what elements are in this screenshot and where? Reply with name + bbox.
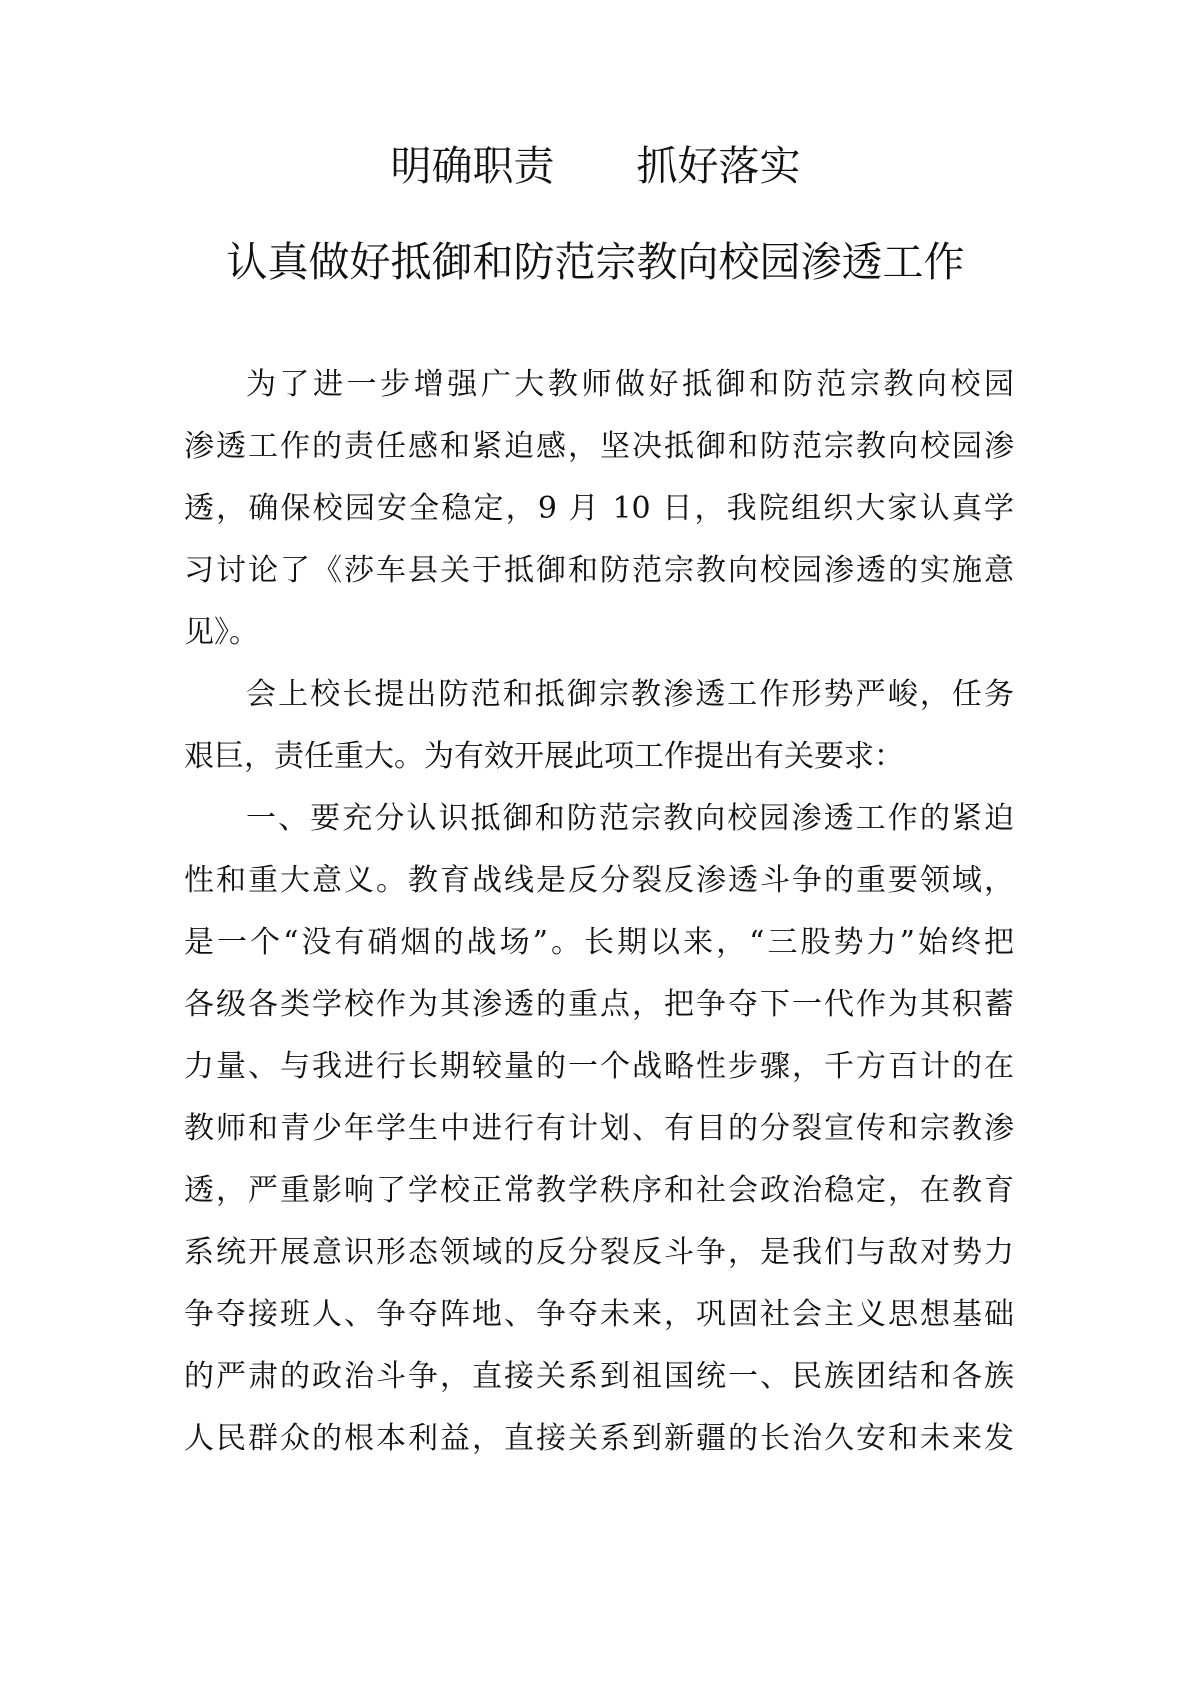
paragraph-line: 会上校长提出防范和抵御宗教渗透工作形势严峻，任务 [246,677,1014,712]
paragraph-line: 一、要充分认识抵御和防范宗教向校园渗透工作的紧迫 [246,801,1014,836]
paragraph-line: 是一个“没有硝烟的战场”。长期以来，“三股势力”始终把 [184,925,1014,960]
paragraph-line: 渗透工作的责任感和紧迫感，坚决抵御和防范宗教向校园渗 [184,429,1014,464]
paragraph-line: 性和重大意义。教育战线是反分裂反渗透斗争的重要领域， [184,863,1014,898]
paragraph-line: 为了进一步增强广大教师做好抵御和防范宗教向校园 [246,367,1014,402]
paragraph-line: 教师和青少年学生中进行有计划、有目的分裂宣传和宗教渗 [184,1111,1014,1146]
paragraph-line: 力量、与我进行长期较量的一个战略性步骤，千方百计的在 [184,1049,1014,1084]
title-line-1: 明确职责 抓好落实 [390,142,801,190]
paragraph-line: 透，严重影响了学校正常教学秩序和社会政治稳定，在教育 [184,1173,1014,1208]
paragraph-line: 的严肃的政治斗争，直接关系到祖国统一、民族团结和各族 [184,1359,1014,1394]
title-line-2: 认真做好抵御和防范宗教向校园渗透工作 [226,238,965,286]
paragraph-line: 见》。 [184,615,259,650]
paragraph-line: 各级各类学校作为其渗透的重点，把争夺下一代作为其积蓄 [184,987,1014,1022]
paragraph-line: 争夺接班人、争夺阵地、争夺未来，巩固社会主义思想基础 [184,1297,1014,1332]
paragraph-line: 系统开展意识形态领域的反分裂反斗争，是我们与敌对势力 [184,1235,1014,1270]
paragraph-line: 透，确保校园安全稳定，9 月 10 日，我院组织大家认真学 [184,491,1014,526]
paragraph-line: 艰巨，责任重大。为有效开展此项工作提出有关要求： [184,739,904,774]
paragraph-line: 人民群众的根本利益，直接关系到新疆的长治久安和未来发 [184,1421,1014,1456]
paragraph-line: 习讨论了《莎车县关于抵御和防范宗教向校园渗透的实施意 [184,553,1014,588]
